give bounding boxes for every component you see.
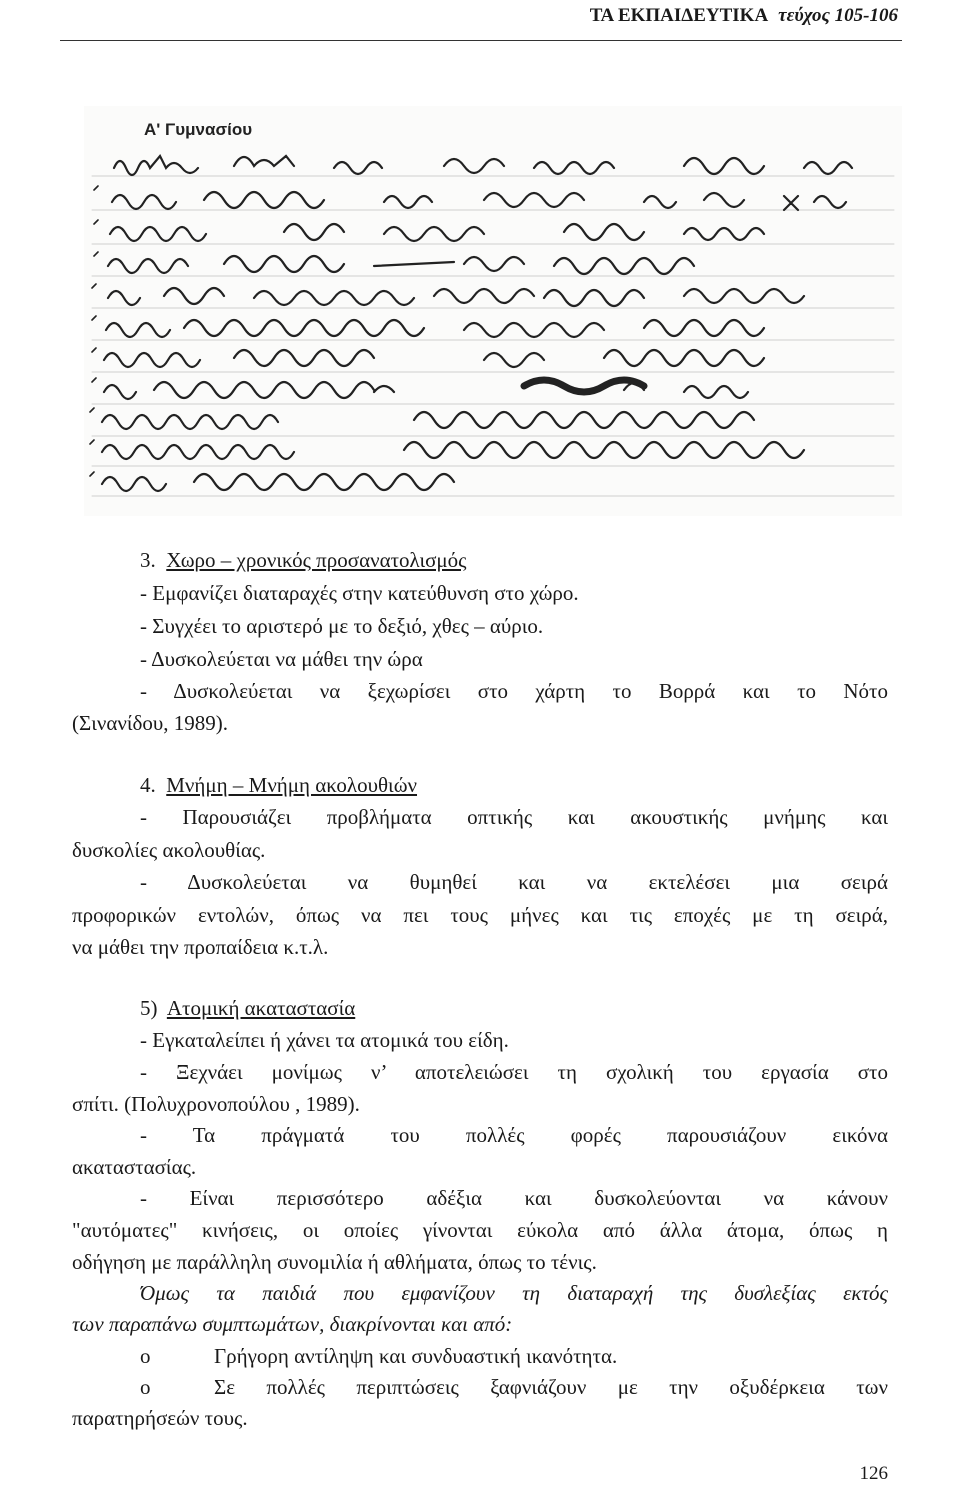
section-5-title: Ατομική ακαταστασία — [166, 996, 356, 1020]
running-header — [60, 0, 902, 41]
section-3-line-5: (Σινανίδου, 1989). — [72, 711, 229, 735]
section-3-number: 3. — [140, 548, 156, 572]
section-4-line-5: να μάθει την προπαίδεια κ.τ.λ. — [72, 935, 329, 959]
section-5-line-5: ακαταστασίας. — [72, 1155, 197, 1179]
section-5-line-6: - Είναι περισσότερο αδέξια και δυσκολεύονται να κάνουν — [140, 1186, 888, 1210]
section-3-title: Χωρο – χρονικός προσανατολισμός — [166, 548, 467, 572]
page-number: 126 — [859, 1463, 888, 1484]
handwriting-scan-image — [84, 106, 902, 516]
section-3-line-1: - Εμφανίζει διαταραχές στην κατεύθυνση στο χώρο. — [140, 581, 579, 605]
issue-number: τεύχος 105-106 — [778, 5, 898, 26]
section-5-number: 5) — [140, 996, 158, 1020]
italic-line-2: των παραπάνω συμπτωμάτων, διακρίνονται και από: — [72, 1312, 513, 1336]
scan-caption: Α' Γυμνασίου — [144, 120, 253, 139]
bullet-marker-2: o — [140, 1375, 151, 1399]
section-5-line-2: - Ξεχνάει μονίμως ν’ αποτελειώσει τη σχολική του εργασία στο — [140, 1060, 888, 1084]
section-3-line-2: - Συγχέει το αριστερό με το δεξιό, χθες – αύριο. — [140, 614, 544, 638]
section-5-line-7: "αυτόματες" κινήσεις, οι οποίες γίνονται εύκολα από άλλα άτομα, όπως η — [72, 1218, 888, 1242]
journal-title: ΤΑ ΕΚΠΑΙΔΕΥΤΙΚΑ — [589, 5, 769, 26]
bullet-marker-1: o — [140, 1344, 151, 1368]
section-5-line-8: οδήγηση με παράλληλη συνομιλία ή αθλήματα, όπως το τένις. — [72, 1250, 597, 1274]
section-3-line-3: - Δυσκολεύεται να μάθει την ώρα — [140, 647, 423, 671]
bullet-item-1: Γρήγορη αντίληψη και συνδυαστική ικανότητα. — [214, 1344, 618, 1368]
section-5-heading — [140, 996, 355, 1020]
section-4-line-3: - Δυσκολεύεται να θυμηθεί και να εκτελέσει μια σειρά — [140, 870, 888, 894]
section-4-line-2: δυσκολίες ακολουθίας. — [72, 838, 266, 862]
section-3-line-4: - Δυσκολεύεται να ξεχωρίσει στο χάρτη το Βορρά και το Νότο — [140, 679, 888, 703]
section-3-heading — [140, 548, 466, 572]
section-4-line-4: προφορικών εντολών, όπως να πει τους μήνες και τις εποχές με τη σειρά, — [72, 903, 888, 927]
section-5-line-4: - Τα πράγματά του πολλές φορές παρουσιάζουν εικόνα — [140, 1123, 888, 1147]
header-text — [590, 5, 898, 27]
handwriting-scribbles — [84, 106, 902, 516]
section-5-line-1: - Εγκαταλείπει ή χάνει τα ατομικά του είδη. — [140, 1028, 509, 1052]
bullet-item-2: Σε πολλές περιπτώσεις ξαφνιάζουν με την οξυδέρκεια των — [214, 1375, 888, 1399]
italic-line-1: Όμως τα παιδιά που εμφανίζουν τη διαταραχή της δυσλεξίας εκτός — [140, 1281, 888, 1305]
bullet-item-2-continuation: παρατηρήσεών τους. — [72, 1406, 248, 1430]
section-4-number: 4. — [140, 773, 156, 797]
section-5-line-3: σπίτι. (Πολυχρονοπούλου , 1989). — [72, 1092, 360, 1116]
section-4-line-1: - Παρουσιάζει προβλήματα οπτικής και ακουστικής μνήμης και — [140, 805, 888, 829]
section-4-title: Μνήμη – Μνήμη ακολουθιών — [166, 773, 418, 797]
section-4-heading — [140, 773, 417, 797]
